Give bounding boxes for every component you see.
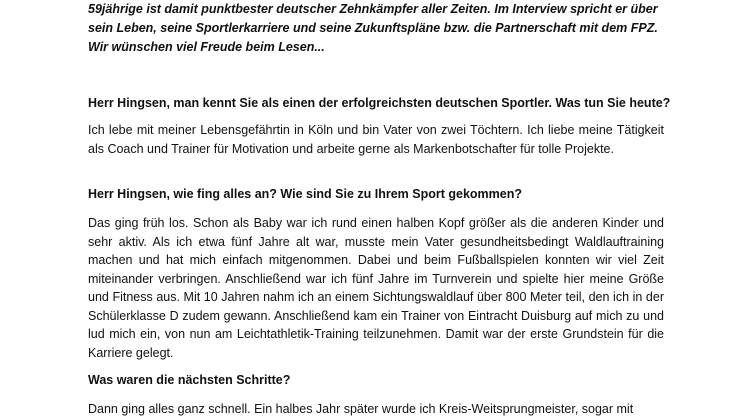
answer-paragraph: Ich lebe mit meiner Lebensgefährtin in Köln und bin Vater von zwei Töchtern. Ich liebe meine Tätigkeit als Coach und Trainer für Motivation und arbeite gerne als Markenbotschafter für tolle Projekte. <box>88 123 664 156</box>
intro-paragraph: 59jährige ist damit punktbester deutscher Zehnkämpfer aller Zeiten. Im Interview spricht er über sein Leben, seine Sportlerkarriere und seine Zukunftspläne bzw. die Partnerschaft mit dem FPZ. Wir wünschen viel Freude beim Lesen... <box>88 2 658 54</box>
answer-paragraph: Das ging früh los. Schon als Baby war ich rund einen halben Kopf größer als die anderen Kinder und sehr aktiv. Als ich etwa fünf Jahre alt war, musste mein Vater gesundheitsbedingt Waldlauftraining machen und hat mich einfach mitgenommen. Dabei und beim Fußballspielen konnten wir viel Zeit miteinander verbringen. Anschließend war ich fünf Jahre im Turnverein und spielte hier meine Größe und Fitness aus. Mit 10 Jahren nahm ich an einem Sichtungswaldlauf über 800 Meter teil, den ich in der Schülerklasse D zudem gewann. Anschließend kam ein Trainer von Eintracht Duisburg auf mich zu und lud mich ein, von nun am Leichtathletik-Training teilzunehmen. Damit war der erste Grundstein für die Karriere gelegt. <box>88 216 664 360</box>
question-heading: Herr Hingsen, wie fing alles an? Wie sind Sie zu Ihrem Sport gekommen? <box>88 187 523 201</box>
question-heading: Herr Hingsen, man kennt Sie als einen der erfolgreichsten deutschen Sportler. Was tun Sie heute? <box>88 96 671 110</box>
answer-paragraph: Dann ging alles ganz schnell. Ein halbes Jahr später wurde ich Kreis-Weitsprungmeister, sogar mit <box>88 402 634 416</box>
question-heading: Was waren die nächsten Schritte? <box>88 373 291 387</box>
